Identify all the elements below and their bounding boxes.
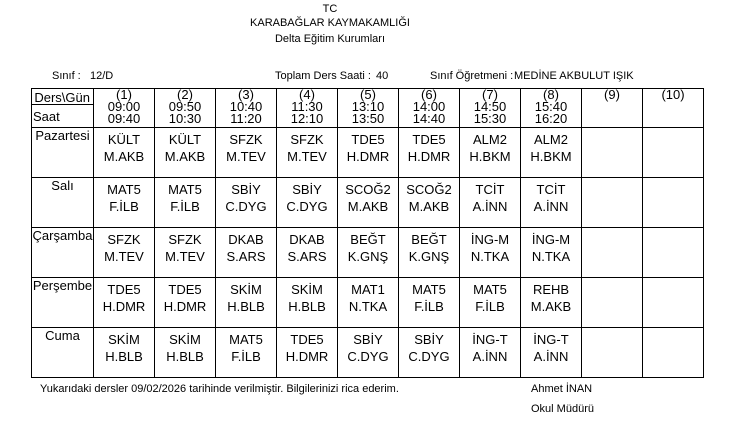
lesson-cell (277, 328, 338, 378)
period-start-time: 13:10 (351, 99, 385, 114)
lesson-cell (582, 178, 643, 228)
footer-note: Yukarıdaki dersler 09/02/2026 tarihinde verilmiştir. Bilgilerinizi rica ederim. (40, 383, 399, 395)
lesson-cell (338, 278, 399, 328)
lesson-cell (216, 278, 277, 328)
lesson-cell (643, 328, 704, 378)
lesson-cell (521, 328, 582, 378)
lesson-cell (277, 128, 338, 178)
teacher-code: A.İNN (472, 349, 508, 364)
period-start-time: 09:50 (168, 99, 202, 114)
teacher-code: M.AKB (347, 199, 389, 214)
teacher-code: N.TKA (470, 249, 510, 264)
course-code: SCOĞ2 (406, 182, 452, 197)
teacher-code: H.DMR (285, 349, 329, 364)
course-code: SCOĞ2 (345, 182, 391, 197)
footer-title: Okul Müdürü (531, 403, 594, 415)
day-row (32, 128, 704, 178)
period-end-time: 10:30 (168, 111, 202, 126)
lesson-cell (277, 278, 338, 328)
lesson-cell (582, 128, 643, 178)
lesson-cell (521, 278, 582, 328)
course-code: KÜLT (168, 132, 202, 147)
period-number: (4) (299, 87, 315, 102)
course-code: SFZK (107, 232, 141, 247)
timetable-header-row (32, 89, 704, 128)
period-number: (1) (116, 87, 132, 102)
teacher-code: M.TEV (104, 249, 144, 264)
teacher-code: M.TEV (287, 149, 327, 164)
course-code: SKİM (291, 282, 323, 297)
lesson-cell (582, 228, 643, 278)
teacher-code: A.İNN (533, 349, 569, 364)
lesson-cell (521, 178, 582, 228)
lesson-cell (216, 128, 277, 178)
course-code: ALM2 (473, 132, 507, 147)
teacher-code: F.İLB (170, 199, 200, 214)
lesson-cell (460, 228, 521, 278)
lesson-cell (399, 128, 460, 178)
period-start-time: 10:40 (229, 99, 263, 114)
course-code: BEĞT (411, 232, 447, 247)
teacher-code: C.DYG (408, 349, 450, 364)
teacher-code: M.TEV (226, 149, 266, 164)
course-code: SFZK (229, 132, 263, 147)
lesson-cell (643, 178, 704, 228)
day-label: Perşembe (32, 278, 94, 328)
total-hours-value: 40 (376, 70, 389, 82)
column-header-10 (643, 89, 704, 128)
lesson-cell (582, 278, 643, 328)
teacher-code: K.GNŞ (408, 249, 450, 264)
teacher-code: H.BLB (166, 349, 204, 364)
period-end-time: 13:50 (351, 111, 385, 126)
lesson-cell (155, 128, 216, 178)
lesson-cell (94, 128, 155, 178)
header-line-3: Delta Eğitim Kurumları (274, 33, 386, 45)
teacher-code: H.DMR (102, 299, 146, 314)
course-code: SBİY (292, 182, 322, 197)
course-code: TDE5 (290, 332, 324, 347)
period-end-time: 15:30 (473, 111, 507, 126)
lesson-cell (216, 178, 277, 228)
lesson-cell (338, 178, 399, 228)
lesson-cell (277, 228, 338, 278)
class-teacher-value: MEDİNE AKBULUT IŞIK (514, 70, 634, 82)
footer-signer: Ahmet İNAN (531, 383, 593, 395)
lesson-cell (338, 328, 399, 378)
teacher-code: F.İLB (414, 299, 444, 314)
teacher-code: H.BKM (530, 149, 572, 164)
lesson-cell (155, 278, 216, 328)
header-line-1: TC (322, 3, 338, 15)
class-teacher-label: Sınıf Öğretmeni : (430, 70, 514, 82)
day-row (32, 278, 704, 328)
lesson-cell (155, 178, 216, 228)
teacher-code: N.TKA (348, 299, 388, 314)
lesson-cell (582, 328, 643, 378)
teacher-code: F.İLB (231, 349, 261, 364)
period-number: (2) (177, 87, 193, 102)
lesson-cell (216, 228, 277, 278)
corner-top-label: Ders\Gün (34, 90, 90, 105)
teacher-code: M.AKB (164, 149, 206, 164)
column-header-9 (582, 89, 643, 128)
class-value: 12/D (90, 70, 114, 82)
teacher-code: A.İNN (472, 199, 508, 214)
period-end-time: 14:40 (412, 111, 446, 126)
course-code: MAT5 (412, 282, 446, 297)
lesson-cell (521, 228, 582, 278)
class-label: Sınıf : (52, 70, 81, 82)
course-code: TDE5 (412, 132, 446, 147)
period-number: (5) (360, 87, 376, 102)
lesson-cell (338, 128, 399, 178)
lesson-cell (94, 278, 155, 328)
course-code: SKİM (108, 332, 140, 347)
course-code: SBİY (414, 332, 444, 347)
period-number: (9) (604, 87, 620, 102)
course-code: DKAB (228, 232, 264, 247)
lesson-cell (155, 328, 216, 378)
teacher-code: H.DMR (407, 149, 451, 164)
course-code: SKİM (230, 282, 262, 297)
teacher-code: H.BLB (227, 299, 265, 314)
lesson-cell (338, 228, 399, 278)
period-start-time: 11:30 (291, 99, 323, 114)
period-number: (6) (421, 87, 437, 102)
period-start-time: 09:00 (107, 99, 141, 114)
day-label: Pazartesi (32, 128, 94, 178)
column-header-8 (521, 89, 582, 128)
period-number: (10) (661, 87, 685, 102)
course-code: ALM2 (534, 132, 568, 147)
teacher-code: S.ARS (287, 249, 327, 264)
teacher-code: H.DMR (163, 299, 207, 314)
lesson-cell (399, 278, 460, 328)
column-header-1 (94, 89, 155, 128)
course-code: İNG-M (470, 232, 510, 247)
period-number: (7) (482, 87, 498, 102)
teacher-code: K.GNŞ (347, 249, 389, 264)
course-code: MAT5 (168, 182, 202, 197)
lesson-cell (94, 328, 155, 378)
course-code: REHB (532, 282, 570, 297)
teacher-code: F.İLB (109, 199, 139, 214)
day-row (32, 328, 704, 378)
course-code: KÜLT (107, 132, 141, 147)
period-end-time: 09:40 (107, 111, 141, 126)
teacher-code: M.AKB (103, 149, 145, 164)
period-end-time: 12:10 (290, 111, 324, 126)
column-header-5 (338, 89, 399, 128)
lesson-cell (643, 228, 704, 278)
teacher-code: C.DYG (225, 199, 267, 214)
teacher-code: N.TKA (531, 249, 571, 264)
lesson-cell (399, 328, 460, 378)
lesson-cell (94, 228, 155, 278)
course-code: İNG-T (533, 332, 569, 347)
column-header-3 (216, 89, 277, 128)
lesson-cell (399, 178, 460, 228)
lesson-cell (460, 278, 521, 328)
lesson-cell (94, 178, 155, 228)
day-label: Cuma (32, 328, 94, 378)
teacher-code: C.DYG (286, 199, 328, 214)
lesson-cell (643, 278, 704, 328)
period-number: (3) (238, 87, 254, 102)
teacher-code: A.İNN (533, 199, 569, 214)
column-header-6 (399, 89, 460, 128)
period-number: (8) (543, 87, 559, 102)
course-code: TCİT (475, 182, 505, 197)
timetable (31, 88, 704, 378)
course-code: TDE5 (351, 132, 385, 147)
teacher-code: M.AKB (408, 199, 450, 214)
course-code: MAT5 (229, 332, 263, 347)
lesson-cell (460, 178, 521, 228)
teacher-code: F.İLB (475, 299, 505, 314)
course-code: SBİY (231, 182, 261, 197)
course-code: TDE5 (107, 282, 141, 297)
course-code: SKİM (169, 332, 201, 347)
teacher-code: M.AKB (530, 299, 572, 314)
course-code: SBİY (353, 332, 383, 347)
day-row (32, 178, 704, 228)
course-code: BEĞT (350, 232, 386, 247)
course-code: MAT1 (351, 282, 385, 297)
lesson-cell (643, 128, 704, 178)
lesson-cell (460, 328, 521, 378)
lesson-cell (521, 128, 582, 178)
course-code: TCİT (536, 182, 566, 197)
teacher-code: M.TEV (165, 249, 205, 264)
lesson-cell (155, 228, 216, 278)
course-code: İNG-T (472, 332, 508, 347)
total-hours-label: Toplam Ders Saati : (275, 70, 371, 82)
teacher-code: S.ARS (226, 249, 266, 264)
lesson-cell (277, 178, 338, 228)
course-code: İNG-M (531, 232, 571, 247)
teacher-code: H.BLB (288, 299, 326, 314)
period-start-time: 14:50 (473, 99, 507, 114)
teacher-code: H.BKM (469, 149, 511, 164)
period-end-time: 11:20 (230, 111, 262, 126)
day-label: Salı (32, 178, 94, 228)
column-header-7 (460, 89, 521, 128)
day-row (32, 228, 704, 278)
column-header-2 (155, 89, 216, 128)
day-label: Çarşamba (32, 228, 94, 278)
lesson-cell (460, 128, 521, 178)
corner-cell (32, 89, 94, 128)
period-end-time: 16:20 (534, 111, 568, 126)
course-code: SFZK (290, 132, 324, 147)
course-code: MAT5 (107, 182, 141, 197)
corner-bottom-label: Saat (33, 109, 60, 124)
column-header-4 (277, 89, 338, 128)
teacher-code: H.BLB (105, 349, 143, 364)
course-code: MAT5 (473, 282, 507, 297)
course-code: TDE5 (168, 282, 202, 297)
lesson-cell (216, 328, 277, 378)
teacher-code: H.DMR (346, 149, 390, 164)
header-line-2: KARABAĞLAR KAYMAKAMLIĞI (250, 17, 410, 29)
lesson-cell (399, 228, 460, 278)
period-start-time: 14:00 (412, 99, 446, 114)
course-code: DKAB (289, 232, 325, 247)
teacher-code: C.DYG (347, 349, 389, 364)
period-start-time: 15:40 (534, 99, 568, 114)
course-code: SFZK (168, 232, 202, 247)
